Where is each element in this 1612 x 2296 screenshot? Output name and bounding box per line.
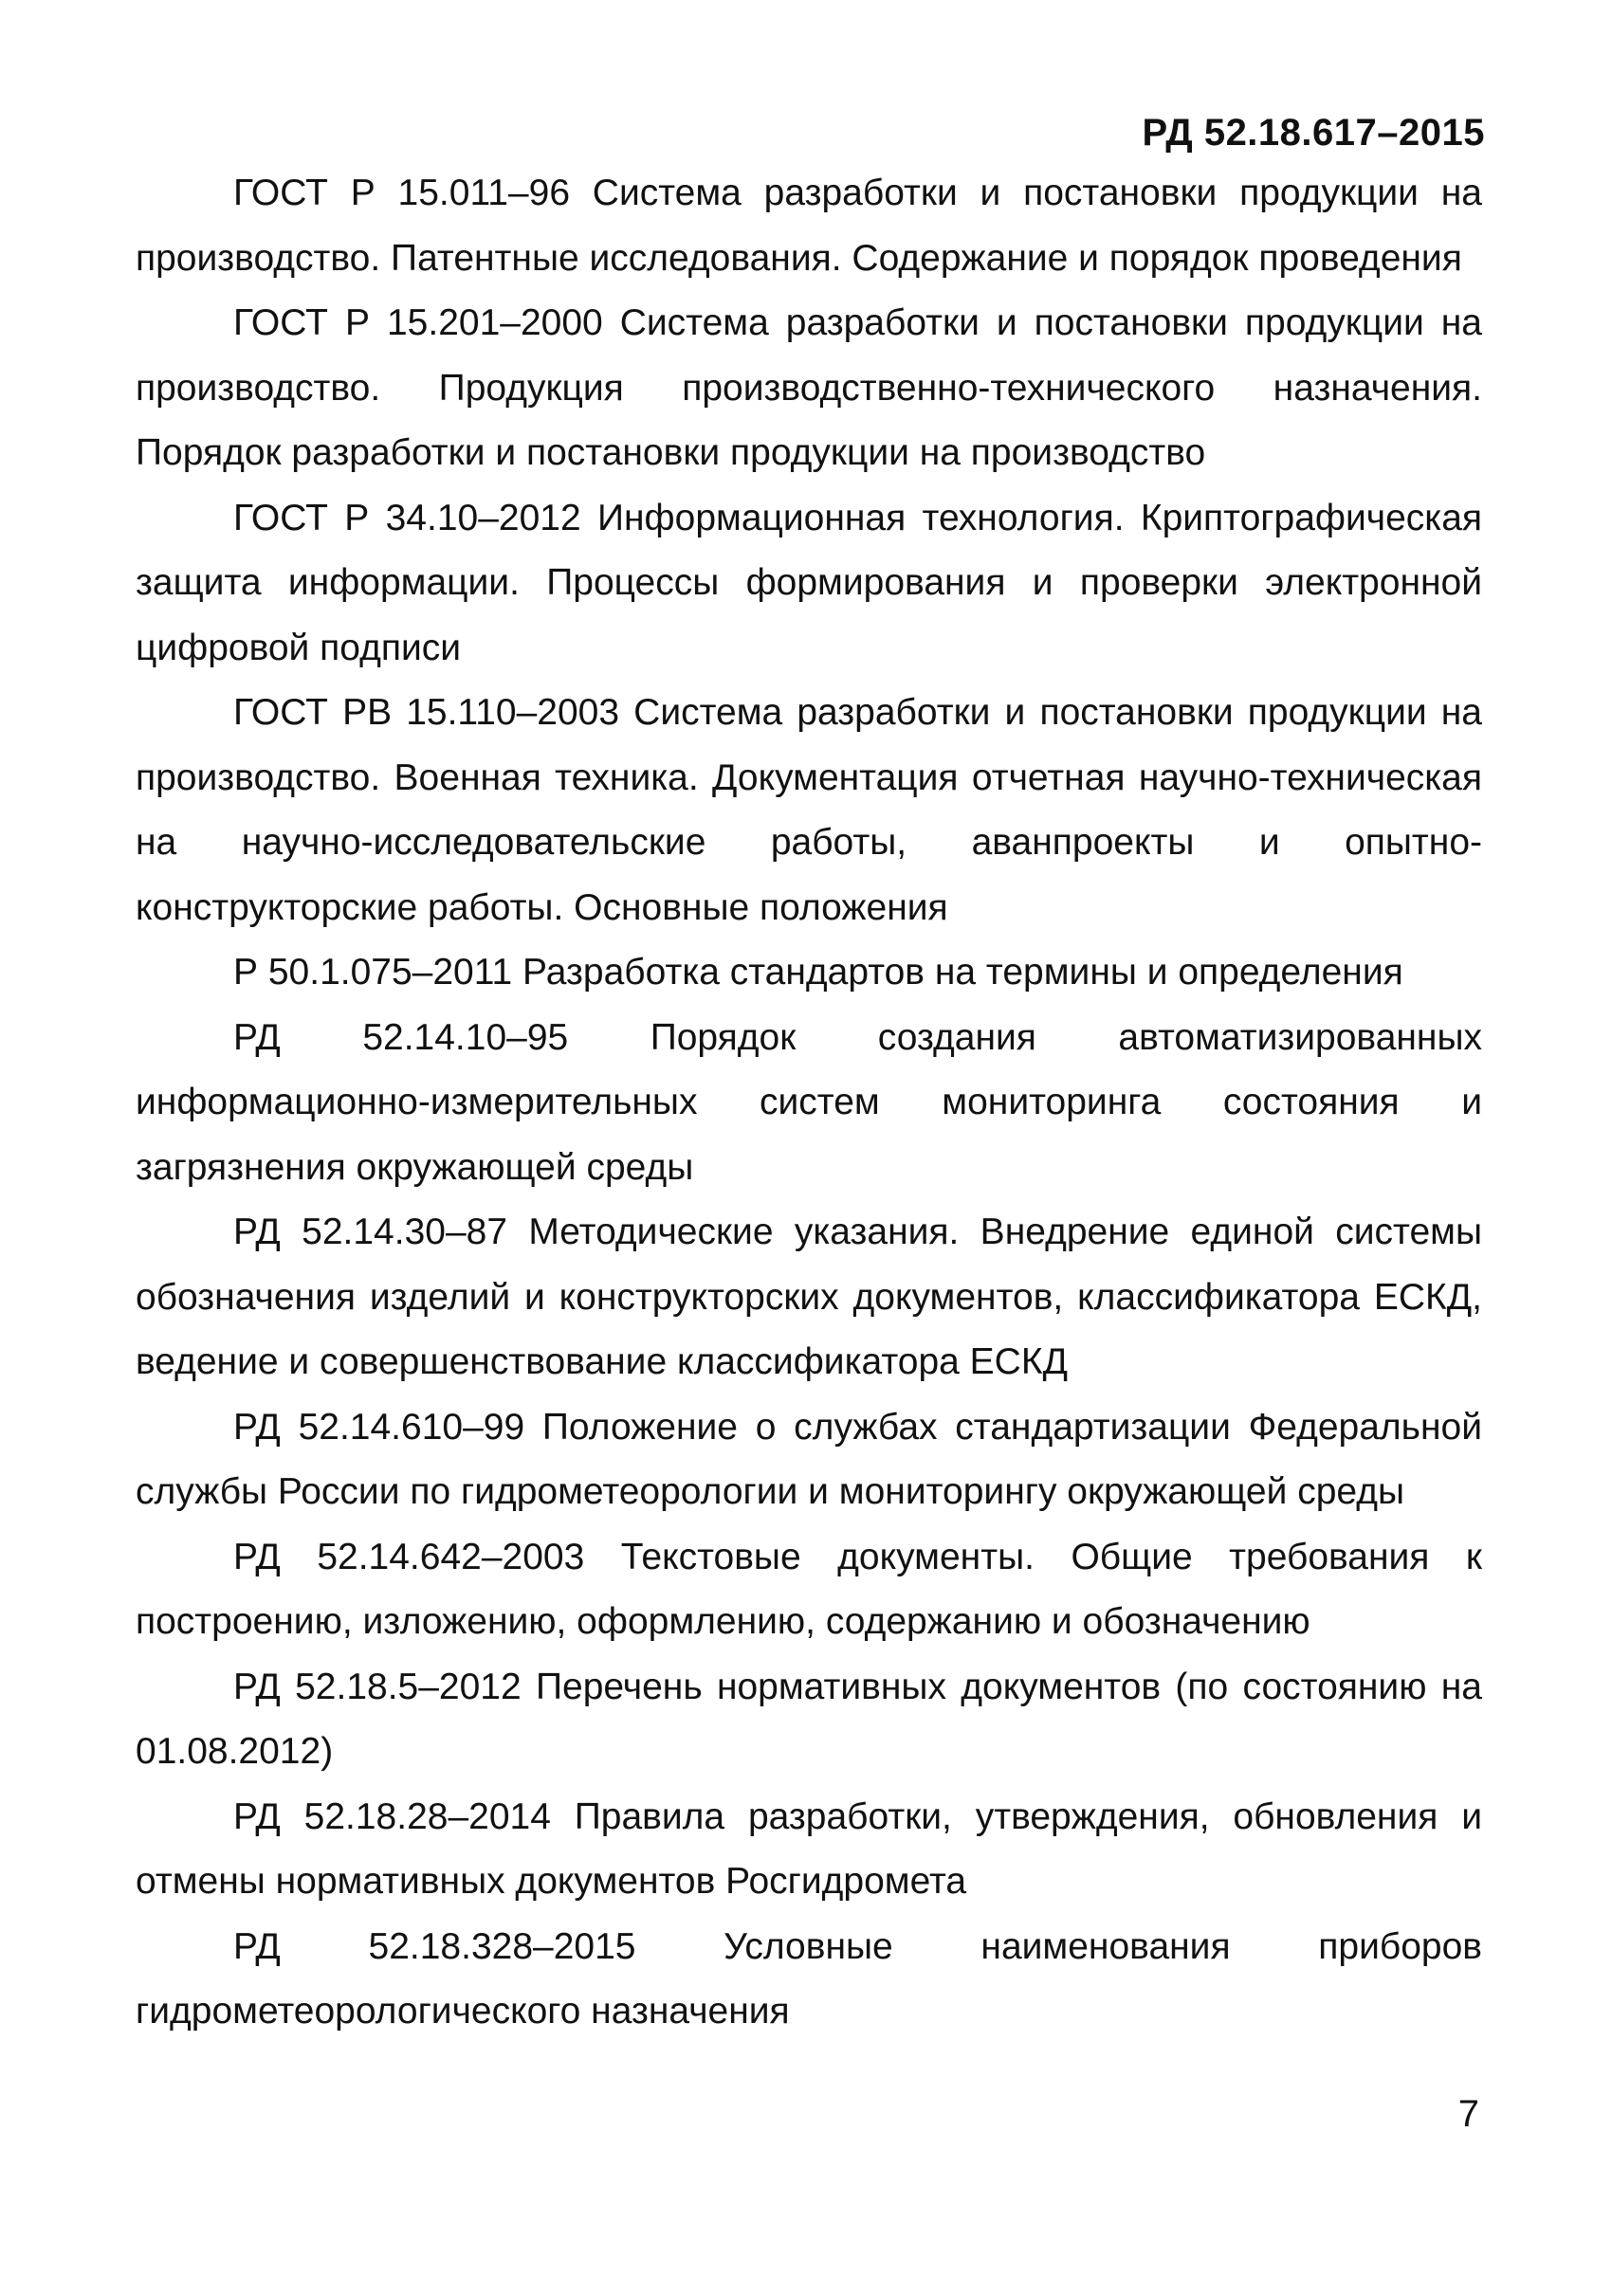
- reference-item: РД 52.14.10–95 Порядок создания автоматизированных информационно-измерительных систем мониторинга состояния и загрязнения окружающей среды: [136, 1016, 1482, 1188]
- reference-item: РД 52.14.642–2003 Текстовые документы. Общие требования к построению, изложению, оформлению, содержанию и обозначению: [136, 1536, 1482, 1642]
- reference-item: РД 52.18.5–2012 Перечень нормативных документов (по состоянию на 01.08.2012): [136, 1666, 1482, 1772]
- reference-item: РД 52.14.610–99 Положение о службах стандартизации Федеральной службы России по гидрометеорологии и мониторингу окружающей среды: [136, 1406, 1482, 1512]
- references-list: [136, 161, 1482, 2045]
- reference-item: РД 52.18.28–2014 Правила разработки, утверждения, обновления и отмены нормативных документов Росгидромета: [136, 1795, 1482, 1902]
- reference-item: ГОСТ Р 15.011–96 Система разработки и постановки продукции на производство. Патентные исследования. Содержание и порядок проведения: [136, 173, 1482, 279]
- reference-item: ГОСТ РВ 15.110–2003 Система разработки и постановки продукции на производство. Военная техника. Документация отчетная научно-техническая на научно-исследовательские работы, аванпроекты и опытно-конструкторские работы. Основные положения: [136, 692, 1482, 928]
- reference-item: ГОСТ Р 34.10–2012 Информационная технология. Криптографическая защита информации. Процессы формирования и проверки электронной цифровой подписи: [136, 497, 1482, 668]
- reference-item: РД 52.14.30–87 Методические указания. Внедрение единой системы обозначения изделий и конструкторских документов, классификатора ЕСКД, ведение и совершенствование классификатора ЕСКД: [136, 1212, 1482, 1382]
- reference-item: ГОСТ Р 15.201–2000 Система разработки и постановки продукции на производство. Продукция производственно-технического назначения. Порядок разработки и постановки продукции на производство: [136, 302, 1482, 473]
- reference-item: Р 50.1.075–2011 Разработка стандартов на термины и определения: [233, 952, 1403, 993]
- page-number: 7: [1457, 2093, 1479, 2135]
- document-code: РД 52.18.617–2015: [1142, 112, 1485, 154]
- reference-item: РД 52.18.328–2015 Условные наименования приборов гидрометеорологического назначения: [136, 1925, 1482, 2032]
